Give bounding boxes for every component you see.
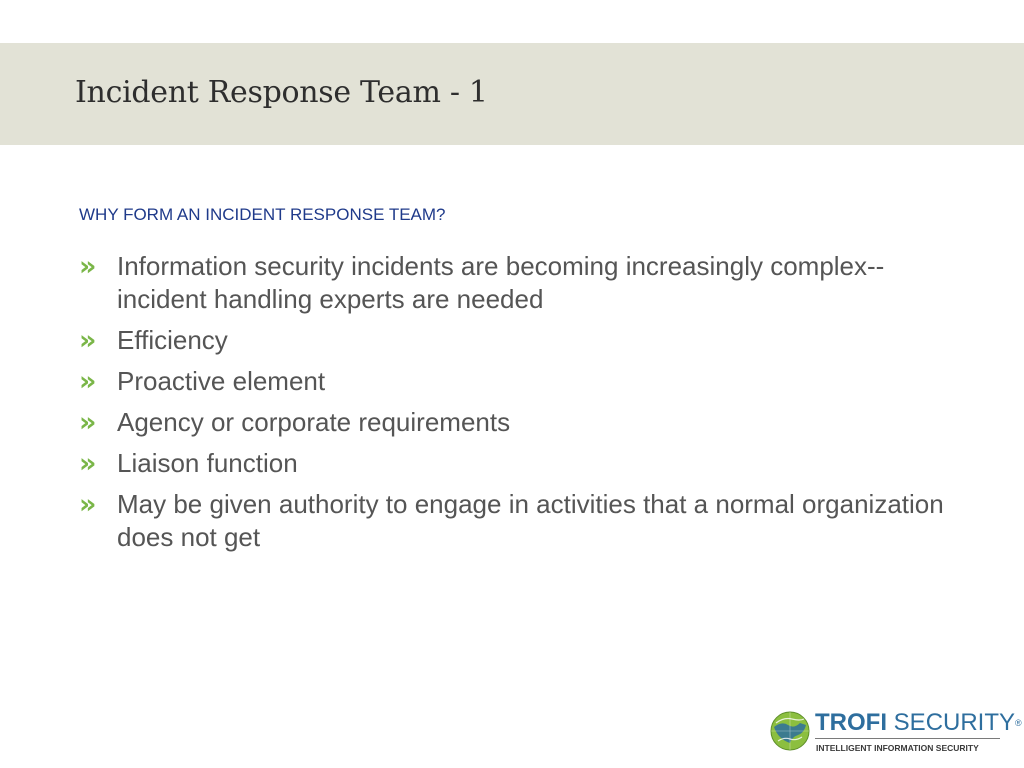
double-chevron-icon: » — [79, 366, 97, 397]
logo-brand-light: SECURITY — [893, 709, 1016, 736]
bullet-text: Information security incidents are becoming increasingly complex--incident handling experts are needed — [117, 251, 885, 314]
bullet-text: Liaison function — [117, 448, 298, 478]
double-chevron-icon: » — [79, 251, 97, 282]
double-chevron-icon: » — [79, 407, 97, 438]
double-chevron-icon: » — [79, 489, 97, 520]
double-chevron-icon: » — [79, 325, 97, 356]
globe-logo-icon — [770, 711, 810, 751]
slide-title: Incident Response Team - 1 — [75, 75, 488, 110]
logo-brand — [815, 710, 1022, 736]
bullet-text: May be given authority to engage in activities that a normal organization does not get — [117, 489, 944, 552]
bullet-text: Proactive element — [117, 366, 326, 396]
bullet-item — [79, 250, 959, 316]
bullet-text: Efficiency — [117, 325, 228, 355]
logo-tagline: INTELLIGENT INFORMATION SECURITY — [816, 743, 979, 753]
logo-divider — [815, 738, 1000, 739]
double-chevron-icon: » — [79, 448, 97, 479]
bullet-text: Agency or corporate requirements — [117, 407, 511, 437]
logo-brand-bold: TROFI — [815, 709, 887, 736]
trofi-security-logo — [770, 709, 1022, 756]
bullet-list — [79, 250, 959, 562]
bullet-item — [79, 447, 959, 480]
bullet-item — [79, 488, 959, 554]
section-subheading: WHY FORM AN INCIDENT RESPONSE TEAM? — [79, 205, 446, 224]
registered-mark: ® — [1015, 718, 1022, 728]
bullet-item — [79, 365, 959, 398]
bullet-item — [79, 324, 959, 357]
bullet-item — [79, 406, 959, 439]
